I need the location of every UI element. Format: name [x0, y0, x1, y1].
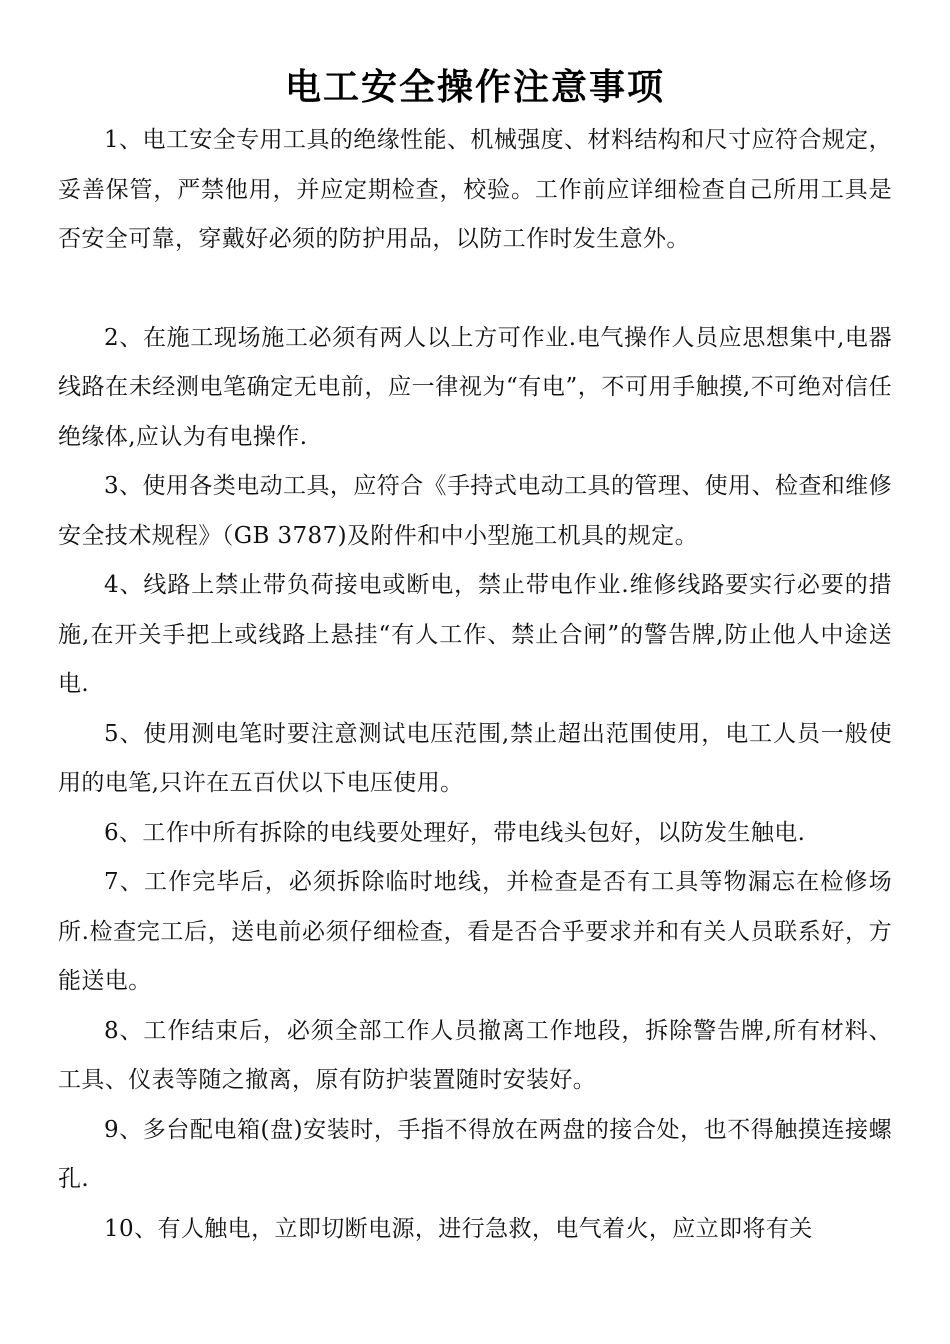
paragraph-5: 5、使用测电笔时要注意测试电压范围,禁止超出范围使用，电工人员一般使用的电笔,只许在五百伏以下电压使用。	[58, 720, 892, 796]
paragraph-6: 6、工作中所有拆除的电线要处理好，带电线头包好，以防发生触电.	[104, 819, 806, 846]
paragraph-7: 7、工作完毕后，必须拆除临时地线，并检查是否有工具等物漏忘在检修场所.检查完工后，送电前必须仔细检查，看是否合乎要求并和有关人员联系好，方能送电。	[58, 869, 892, 994]
paragraph-gap	[58, 265, 892, 314]
paragraph-2: 2、在施工现场施工必须有两人以上方可作业.电气操作人员应思想集中,电器线路在未经测电笔确定无电前，应一律视为“有电”，不可用手触摸,不可绝对信任绝缘体,应认为有电操作.	[58, 324, 892, 450]
paragraph-1: 1、电工安全专用工具的绝缘性能、机械强度、材料结构和尺寸应符合规定，妥善保管，严禁他用，并应定期检查，校验。工作前应详细检查自己所用工具是否安全可靠，穿戴好必须的防护用品，以防工作时发生意外。	[58, 127, 892, 252]
paragraph-8: 8、工作结束后，必须全部工作人员撤离工作地段，拆除警告牌,所有材料、工具、仪表等随之撤离，原有防护装置随时安装好。	[58, 1017, 892, 1093]
document-title: 电工安全操作注意事项	[284, 67, 665, 108]
paragraph-10: 10、有人触电，立即切断电源，进行急救，电气着火，应立即将有关	[104, 1215, 813, 1242]
paragraph-9: 9、多台配电箱(盘)安装时，手指不得放在两盘的接合处，也不得触摸连接螺孔.	[58, 1116, 892, 1192]
paragraph-3: 3、使用各类电动工具，应符合《手持式电动工具的管理、使用、检查和维修安全技术规程》（GB 3787)及附件和中小型施工机具的规定。	[58, 473, 892, 549]
paragraph-4: 4、线路上禁止带负荷接电或断电，禁止带电作业.维修线路要实行必要的措施,在开关手把上或线路上悬挂“有人工作、禁止合闸”的警告牌,防止他人中途送电.	[58, 572, 892, 697]
